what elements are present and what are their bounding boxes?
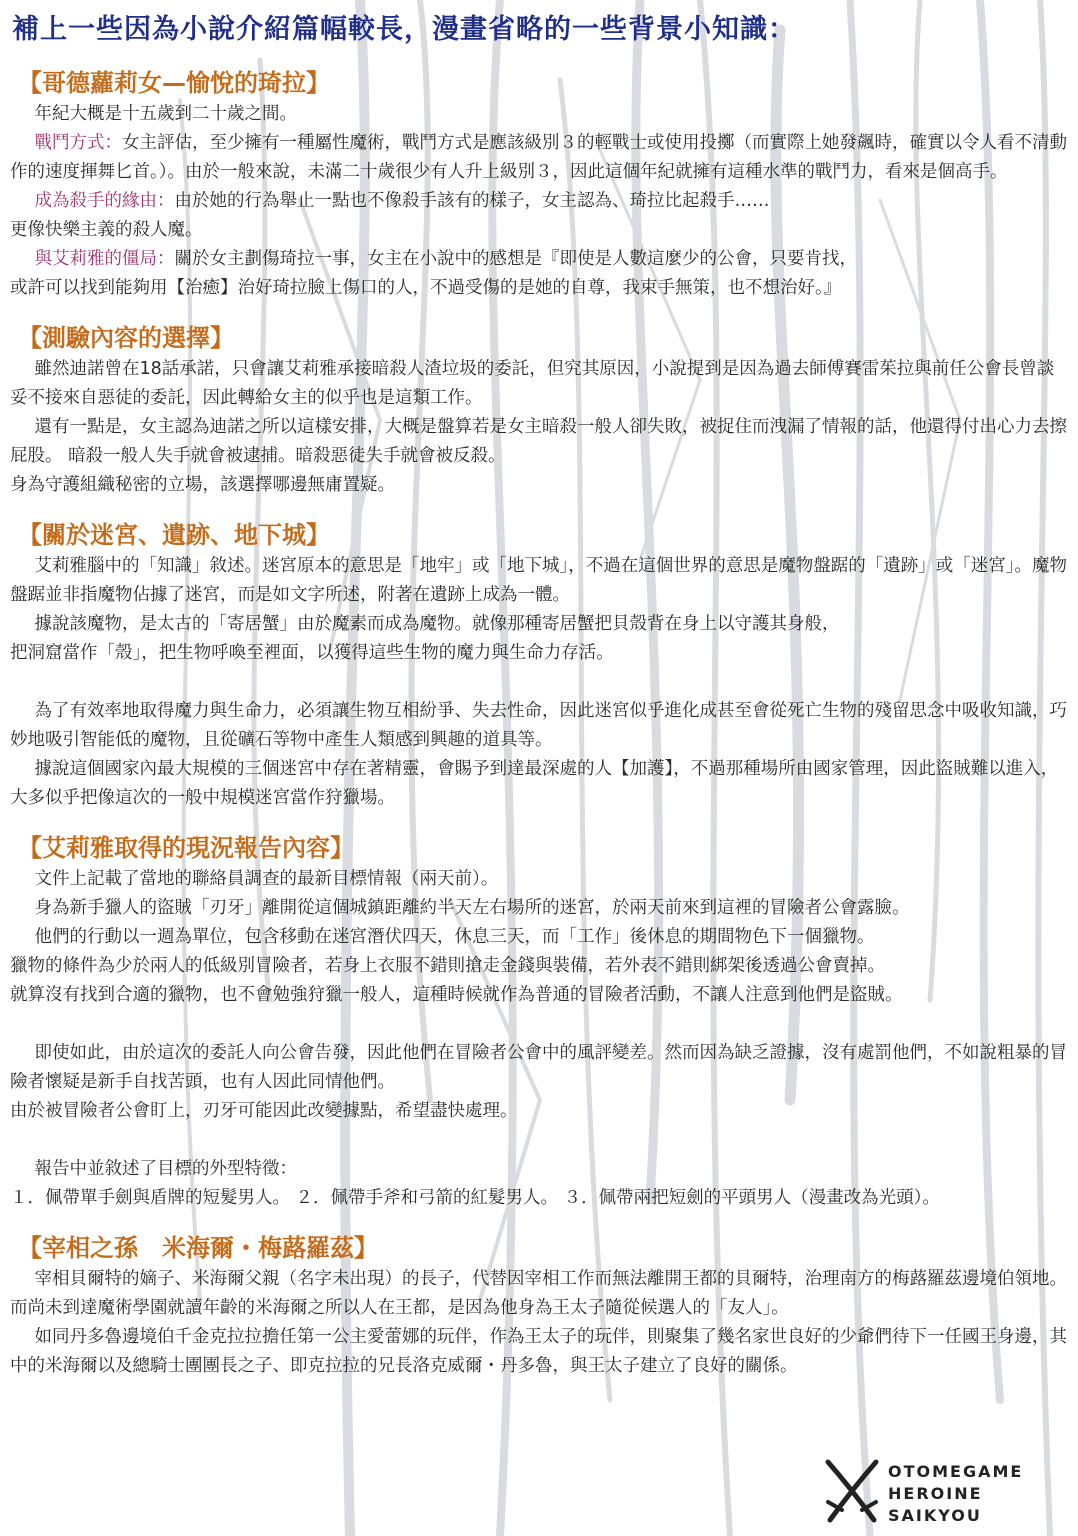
paragraph: 據說這個國家內最大規模的三個迷宮中存在著精靈，會賜予到達最深處的人【加護】，不過那種場所由國家管理，因此盜賊難以進入，大多似乎把像這次的一般中規模迷宮當作狩獵場。 <box>10 759 1059 808</box>
section-test-choice <box>10 321 1068 500</box>
section-dungeon <box>10 518 1068 813</box>
paragraph: 雖然迪諾曾在18話承諾，只會讓艾莉雅承接暗殺人渣垃圾的委託，但究其原因，小說提到是因為過去師傅賽雷茱拉與前任公會長曾談妥不接來自惡徒的委託，因此轉給女主的似乎也是這類工作。 <box>10 359 1055 408</box>
paragraph: 就算沒有找到合適的獵物，也不會勉強狩獵一般人，這種時候就作為普通的冒險者活動，不讓人注意到他們是盜賊。 <box>10 985 903 1005</box>
logo-text: SAIKYOU <box>888 1506 982 1525</box>
paragraph: 身為新手獵人的盜賊「刃牙」離開從這個城鎮距離約半天左右場所的迷宮，於兩天前來到這裡的冒險者公會露臉。 <box>34 898 910 918</box>
paragraph: １．佩帶單手劍與盾牌的短髮男人。 ２．佩帶手斧和弓箭的紅髮男人。 ３．佩帶兩把短劍的平頭男人（漫畫改為光頭）。 <box>10 1188 940 1208</box>
logo-text: HEROINE <box>888 1484 983 1503</box>
paragraph-label: 戰鬥方式： <box>34 133 122 153</box>
paragraph: 即使如此，由於這次的委託人向公會告發，因此他們在冒險者公會中的風評變差。然而因為缺乏證據，沒有處罰他們，不如說粗暴的冒險者懷疑是新手自找苦頭，也有人因此同情他們。 <box>10 1043 1067 1092</box>
paragraph: 艾莉雅腦中的「知識」敘述。迷宮原本的意思是「地牢」或「地下城」，不過在這個世界的意思是魔物盤踞的「遺跡」或「迷宮」。魔物盤踞並非指魔物佔據了迷宮，而是如文字所述，附著在遺跡上成為一體。 <box>10 556 1067 605</box>
section-heading: 【艾莉雅取得的現況報告內容】 <box>18 834 354 862</box>
paragraph: 為了有效率地取得魔力與生命力，必須讓生物互相紛爭、失去性命，因此迷宮似乎進化成甚至會從死亡生物的殘留思念中吸收知識，巧妙地吸引智能低的魔物，且從礦石等物中產生人類感到興趣的道具等。 <box>10 701 1067 750</box>
crossed-swords-icon <box>822 1458 882 1528</box>
paragraph <box>10 245 1068 274</box>
section-heading: 【哥德蘿莉女—愉悅的琦拉】 <box>18 69 330 97</box>
section-heading: 【關於迷宮、遺跡、地下城】 <box>18 521 330 549</box>
paragraph: 或許可以找到能夠用【治癒】治好琦拉臉上傷口的人，不過受傷的是她的自尊，我束手無策，也不想治好。』 <box>10 278 842 298</box>
paragraph: 更像快樂主義的殺人魔。 <box>10 220 203 240</box>
paragraph: 如同丹多魯邊境伯千金克拉拉擔任第一公主愛蕾娜的玩伴，作為王太子的玩伴，則聚集了幾名家世良好的少爺們待下一任國王身邊，其中的米海爾以及總騎士團團長之子、即克拉拉的兄長洛克威爾・丹多魯，與王太子建立了良好的關係。 <box>10 1327 1067 1376</box>
paragraph <box>10 129 1068 187</box>
paragraph-label: 與艾莉雅的僵局： <box>34 249 175 269</box>
section-report <box>10 831 1068 1213</box>
paragraph-text: 女主評估，至少擁有一種屬性魔術，戰鬥方式是應該級別３的輕戰士或使用投擲（而實際上她發飆時，確實以令人看不清動作的速度揮舞匕首。）。由於一般來說，未滿二十歲很少有人升上級別３，因此這個年紀就擁有這種水準的戰鬥力，看來是個高手。 <box>10 133 1067 182</box>
paragraph: 據說該魔物，是太古的「寄居蟹」由於魔素而成為魔物。就像那種寄居蟹把貝殼背在身上以守護其身般， <box>34 614 840 634</box>
paragraph: 還有一點是，女主認為迪諾之所以這樣安排，大概是盤算若是女主暗殺一般人卻失敗，被捉住而洩漏了情報的話，他還得付出心力去擦屁股。 暗殺一般人失手就會被逮捕。暗殺惡徒失手就會被反殺。 <box>10 417 1067 466</box>
paragraph: 獵物的條件為少於兩人的低級別冒險者，若身上衣服不錯則搶走金錢與裝備，若外表不錯則綁架後透過公會賣掉。 <box>10 956 885 976</box>
paragraph-text: 關於女主劃傷琦拉一事，女主在小說中的感想是『即使是人數這麼少的公會，只要肯找， <box>174 249 857 269</box>
section-michael <box>10 1231 1068 1381</box>
paragraph: 宰相貝爾特的嫡子、米海爾父親（名字未出現）的長子，代替因宰相工作而無法離開王都的貝爾特，治理南方的梅蕗羅茲邊境伯領地。而尚未到達魔術學園就讀年齡的米海爾之所以人在王都，是因為他身為王太子隨從候選人的「友人」。 <box>10 1269 1067 1318</box>
paragraph: 文件上記載了當地的聯絡員調查的最新目標情報（兩天前）。 <box>34 869 499 889</box>
paragraph: 報告中並敘述了目標的外型特徵： <box>34 1159 297 1179</box>
section-heading: 【宰相之孫 米海爾・梅蕗羅茲】 <box>18 1234 378 1262</box>
section-heading: 【測驗內容的選擇】 <box>18 324 234 352</box>
paragraph: 把洞窟當作「殼」，把生物呼喚至裡面，以獲得這些生物的魔力與生命力存活。 <box>10 643 614 663</box>
paragraph: 由於被冒險者公會盯上，刃牙可能因此改變據點，希望盡快處理。 <box>10 1101 518 1121</box>
paragraph: 他們的行動以一週為單位，包含移動在迷宮潛伏四天，休息三天，而「工作」後休息的期間物色下一個獵物。 <box>34 927 875 947</box>
paragraph: 年紀大概是十五歲到二十歲之間。 <box>34 104 297 124</box>
logo-text: OTOMEGAME <box>888 1462 1024 1481</box>
paragraph-label: 成為殺手的緣由： <box>34 191 175 211</box>
paragraph-text: 由於她的行為舉止一點也不像殺手該有的樣子，女主認為、琦拉比起殺手…… <box>174 191 770 211</box>
paragraph: 身為守護組織秘密的立場，該選擇哪邊無庸置疑。 <box>10 475 395 495</box>
section-kira <box>10 66 1068 303</box>
paragraph <box>10 187 1068 216</box>
series-logo <box>822 1458 1072 1528</box>
page-title: 補上一些因為小說介紹篇幅較長，漫畫省略的一些背景小知識： <box>12 14 796 45</box>
